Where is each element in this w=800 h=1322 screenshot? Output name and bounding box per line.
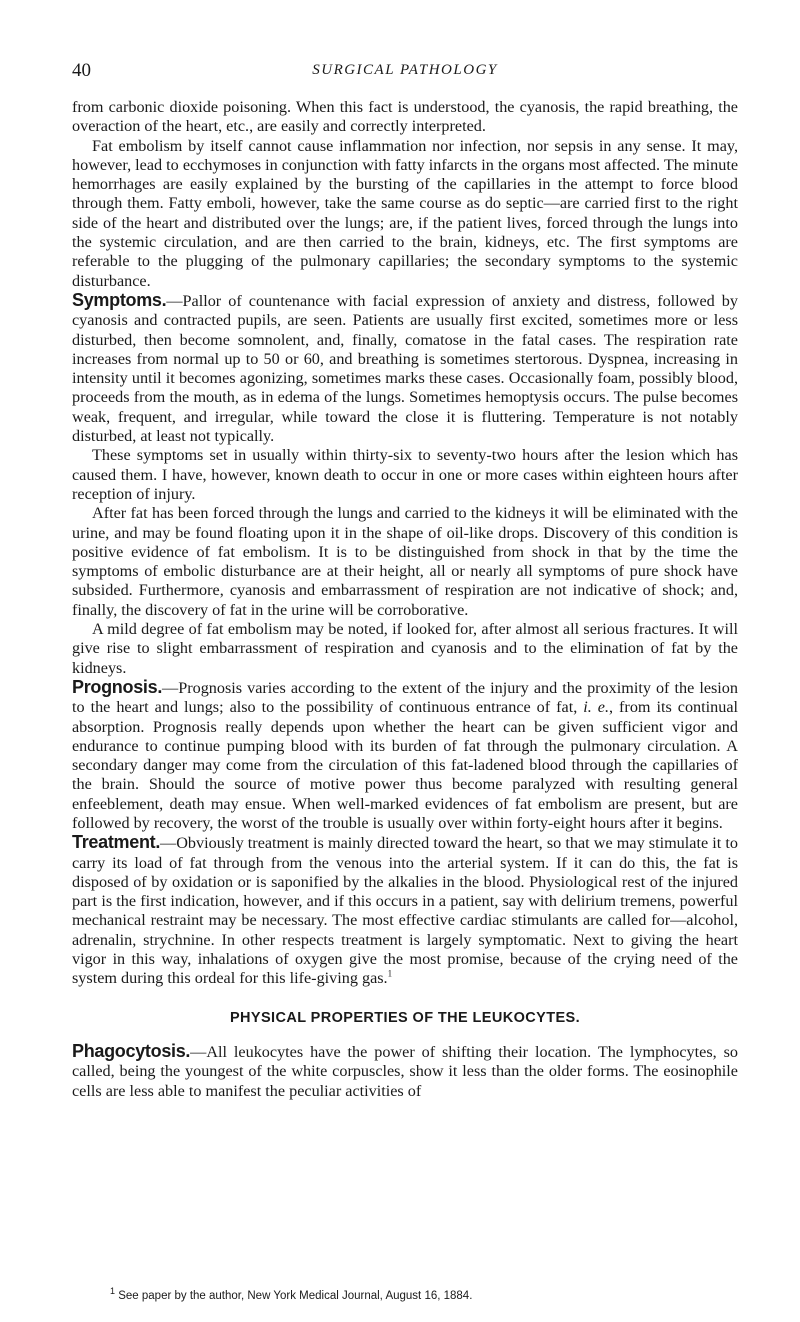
paragraph-text: —Pallor of countenance with facial expression of anxiety and distress, followed by cyanosis and contracted pupils, are seen. Patients are usually first excited, sometimes more or less disturbed, then become somnolent, and, finally, comatose in the fatal cases. The respiration rate increases from normal up to 50 or 60, and breathing is sometimes stertorous. Dyspnea, increasing in intensity until it becomes agonizing, sometimes marks these cases. Occasionally foam, possibly blood, proceeds from the mouth, as in edema of the lungs. Sometimes hemoptysis occurs. The pulse becomes weak, frequent, and irregular, while toward the close it is fluttering. Temperature is not notably disturbed, at least not typically. [72,291,738,446]
body-text [72,98,738,1101]
phagocytosis-heading: Phagocytosis. [72,1040,191,1061]
footnote-text: See paper by the author, New York Medical Journal, August 16, 1884. [118,1290,473,1302]
running-title: SURGICAL PATHOLOGY [312,62,498,78]
paragraph-text: —All leukocytes have the power of shifting their location. The lymphocytes, so called, being the youngest of the white corpuscles, show it less than the older forms. The eosinophile cells are less able to manifest the peculiar activities of [72,1042,738,1100]
running-head [72,60,738,84]
paragraph: Fat embolism by itself cannot cause inflammation nor infection, nor sepsis in any sense. It may, however, lead to ecchymoses in conjunction with fatty infarcts in the organs most affected. The minute hemorrhages are easily explained by the bursting of the capillaries in the attempt to force blood through them. Fatty emboli, however, take the same course as do septic—are carried first to the right side of the heart and distributed over the lungs; are, if the patient lives, forced through the lungs into the systemic circulation, and are then carried to the brain, kidneys, etc. The first symptoms are referable to the plugging of the pulmonary capillaries; the secondary symptoms to the systemic disturbance. [72,136,739,290]
prognosis-heading: Prognosis. [72,676,163,697]
paragraph: from carbonic dioxide poisoning. When this fact is understood, the cyanosis, the rapid breathing, the overaction of the heart, etc., are easily and correctly interpreted. [72,98,738,136]
section-title: PHYSICAL PROPERTIES OF THE LEUKOCYTES. [229,1009,581,1026]
treatment-heading: Treatment. [72,832,161,853]
symptoms-heading: Symptoms. [72,289,167,310]
paragraph: These symptoms set in usually within thirty-six to seventy-two hours after the lesion which has caused them. I have, however, known death to occur in one or more cases within eighteen hours after reception of injury. [72,446,738,503]
paragraph-text: , from its continual absorption. Prognosis really depends upon whether the heart can be given sufficient vigor and endurance to continue pumping blood with its burden of fat through the pulmonary circulation. A secondary danger may come from the circulation of this fat-ladened blood through the capillaries of the brain. Should the source of motive power thus become paralyzed with resulting general enfeeblement, death may ensue. When well-marked evidences of fat embolism are present, but are followed by recovery, the worst of the trouble is usually over within forty-eight hours after it begins. [72,698,739,832]
paragraph-treatment [72,833,738,988]
paragraph: A mild degree of fat embolism may be noted, if looked for, after almost all serious fractures. It will give rise to slight embarrassment of respiration and cyanosis and to the elimination of fat by the kidneys. [72,620,738,677]
paragraph: After fat has been forced through the lungs and carried to the kidneys it will be eliminated with the urine, and may be found floating upon it in the shape of oil-like drops. Discovery of this condition is positive evidence of fat embolism. It is to be distinguished from shock in that by the time the symptoms of embolic disturbance are at their height, all or nearly all symptoms of pure shock have subsided. Furthermore, cyanosis and embarrassment of respiration are not indicative of shock; and, finally, the discovery of fat in the urine will be corroborative. [72,504,738,619]
paragraph-symptoms [72,291,738,446]
paragraph-prognosis [72,678,738,833]
paragraph-text: —Obviously treatment is mainly directed toward the heart, so that we may stimulate it to carry its load of fat through from the venous into the arterial system. If it can do this, the fat is disposed of by oxidation or is saponified by the alkalies in the blood. Physiological rest of the injured part is the first indication, however, and if this occurs in a patient, say with delirium tremens, powerful mechanical restraint may be necessary. The most effective cardiac stimulants are called for—alcohol, adrenalin, strychnine. In other respects treatment is largely symptomatic. Next to giving the heart vigor in this way, inhalations of oxygen give the most promise, because of the crying need of the system during this ordeal for this life-giving gas. [72,834,738,988]
footnote [110,1286,738,1302]
page-number: 40 [72,60,91,81]
abbreviation: i. e. [583,698,610,717]
paragraph-text: —Prognosis varies according to the extent of the injury and the proximity of the lesion to the heart and lungs; also to the possibility of continuous entrance of fat, [72,678,738,717]
footnote-mark: 1 [110,1286,116,1297]
paragraph-phagocytosis [72,1042,738,1101]
footnote-reference: 1 [387,968,393,979]
